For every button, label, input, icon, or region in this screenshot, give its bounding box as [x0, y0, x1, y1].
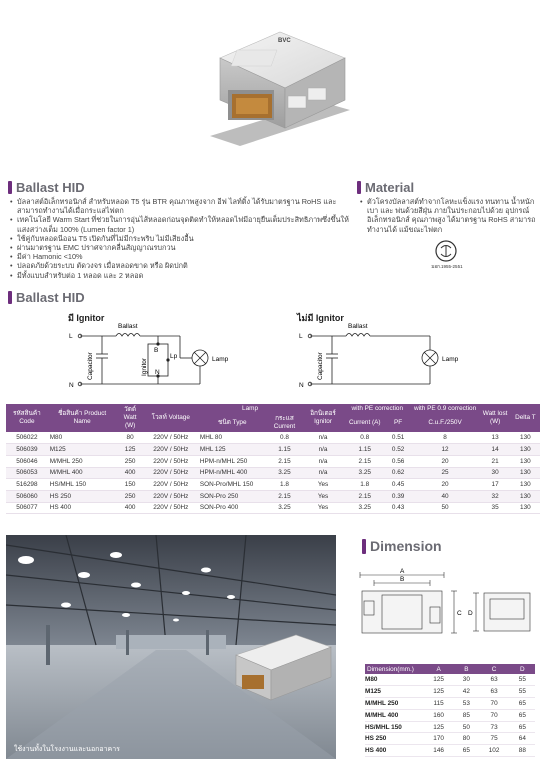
table-cell: 73 [478, 721, 509, 733]
table-cell: 32 [479, 490, 510, 502]
table-cell: HS 400 [365, 745, 423, 757]
table-cell: 220V / 50Hz [144, 467, 198, 479]
table-cell: 3.25 [344, 467, 386, 479]
table-cell: 14 [479, 444, 510, 456]
col-lamp-type: ชนิด Type [198, 414, 267, 432]
table-row [365, 698, 535, 710]
table-cell: 55 [510, 686, 535, 698]
table-cell: 125 [117, 444, 144, 456]
table-cell: 400 [117, 502, 144, 514]
table-cell: 65 [454, 745, 478, 757]
table-cell: 220V / 50Hz [144, 444, 198, 456]
brand-logo-text: BVC [278, 38, 291, 44]
table-cell: 220V / 50Hz [144, 490, 198, 502]
col-pe-pf: PF [386, 414, 411, 432]
lamp-label: Lamp [442, 356, 459, 363]
table-row [6, 455, 540, 467]
dimension-drawing [352, 563, 542, 659]
dim-col-d: D [510, 664, 535, 674]
table-cell: 220V / 50Hz [144, 432, 198, 444]
table-cell: 146 [423, 745, 454, 757]
table-cell: 35 [479, 502, 510, 514]
table-cell: 3.25 [344, 502, 386, 514]
table-cell: 0.8 [267, 432, 302, 444]
table-cell: n/a [302, 467, 344, 479]
table-cell: 0.52 [386, 444, 411, 456]
table-cell: 125 [423, 674, 454, 686]
col-watt: วัตต์ Watt (W) [117, 404, 144, 432]
ballast-feature: • ปลอดภัยด้วยระบบ ตัดวงจร เมื่อหลอดขาด หรือ ผิดปกติ [10, 261, 350, 270]
table-cell: Yes [302, 502, 344, 514]
table-cell: 506039 [6, 444, 48, 456]
ignitor-b-label: B [154, 347, 159, 354]
table-cell: M125 [365, 686, 423, 698]
table-cell: 160 [423, 709, 454, 721]
table-cell: 506053 [6, 467, 48, 479]
col-pe-current: Current (A) [344, 414, 386, 432]
table-cell: 63 [478, 674, 509, 686]
table-cell: 0.62 [386, 467, 411, 479]
table-cell: 130 [511, 490, 540, 502]
table-cell: 125 [423, 686, 454, 698]
table-cell: 220V / 50Hz [144, 479, 198, 491]
table-row [365, 674, 535, 686]
table-cell: 250 [117, 455, 144, 467]
table-cell: 0.43 [386, 502, 411, 514]
table-row [6, 479, 540, 491]
ballast-feature: • เทคโนโลยี Warm Start ที่ช่วยในการอุ่นไส้หลอดก่อนจุดติดทำให้หลอดไฟมีอายุยืนเต็มประสิทธิภาพซึ่งขึ้นให้แสงสว่างเต็ม 100% (Lumen factor 1) [10, 215, 350, 233]
table-cell: MHL 125 [198, 444, 267, 456]
line-label: L [69, 333, 73, 340]
ballast-feature: • ผ่านมาตรฐาน EMC ปราศจากคลื่นสัญญาณรบกวน [10, 243, 350, 252]
table-cell: 170 [423, 733, 454, 745]
table-cell: HS/MHL 150 [48, 479, 117, 491]
table-cell: HS/MHL 150 [365, 721, 423, 733]
table-cell: 115 [423, 698, 454, 710]
table-cell: 102 [478, 745, 509, 757]
table-cell: MHL 80 [198, 432, 267, 444]
table-cell: M/MHL 250 [48, 455, 117, 467]
table-cell: 0.45 [386, 479, 411, 491]
table-row [6, 502, 540, 514]
table-cell: 0.51 [386, 432, 411, 444]
table-cell: 20 [411, 455, 480, 467]
ballast-label: Ballast [348, 323, 368, 330]
table-cell: 88 [510, 745, 535, 757]
table-cell: 65 [510, 709, 535, 721]
table-cell: Yes [302, 479, 344, 491]
table-row [6, 467, 540, 479]
material-title: Material [365, 179, 415, 195]
table-cell: n/a [302, 432, 344, 444]
table-cell: 506060 [6, 490, 48, 502]
col-name: ชื่อสินค้า Product Name [48, 404, 117, 432]
col-code: รหัสสินค้า Code [6, 404, 48, 432]
circuit-with-ignitor [66, 322, 236, 394]
table-cell: 0.56 [386, 455, 411, 467]
without-ignitor-title: ไม่มี Ignitor [297, 313, 344, 323]
table-cell: 1.15 [344, 444, 386, 456]
ballast-hid-title: Ballast HID [16, 179, 85, 195]
table-cell: 80 [117, 432, 144, 444]
ignitor-n-label: N [155, 369, 160, 376]
table-cell: 130 [511, 455, 540, 467]
spec-table [6, 404, 540, 514]
table-cell: 40 [411, 490, 480, 502]
table-row [365, 709, 535, 721]
table-row [365, 721, 535, 733]
table-cell: M80 [365, 674, 423, 686]
dim-b-label: B [400, 576, 405, 583]
table-cell: M/MHL 250 [365, 698, 423, 710]
material-heading [357, 180, 414, 194]
table-cell: 130 [511, 432, 540, 444]
dim-c-label: C [457, 610, 462, 617]
table-cell: 2.15 [267, 455, 302, 467]
ignitor-lp-label: Lp [170, 353, 178, 360]
table-cell: 13 [479, 432, 510, 444]
dimension-table [365, 664, 535, 757]
dim-col-a: A [423, 664, 454, 674]
table-cell: 21 [479, 455, 510, 467]
table-cell: 8 [411, 432, 480, 444]
ballast-feature: • มีทั้งแบบสำหรับต่อ 1 หลอด และ 2 หลอด [10, 271, 350, 280]
dim-col-b: B [454, 664, 478, 674]
warehouse-photo [6, 535, 336, 759]
neutral-label: N [69, 382, 74, 389]
table-cell: 0.39 [386, 490, 411, 502]
table-cell: Yes [302, 490, 344, 502]
ballast-product-image [200, 28, 360, 168]
table-row [6, 444, 540, 456]
table-cell: 53 [454, 698, 478, 710]
table-cell: HS 400 [48, 502, 117, 514]
col-watt-lost: Watt lost (W) [479, 404, 510, 432]
table-cell: 400 [117, 467, 144, 479]
ballast-label: Ballast [118, 323, 138, 330]
table-cell: HS 250 [365, 733, 423, 745]
col-pe: with PE correction [344, 404, 411, 414]
table-row [6, 432, 540, 444]
material-feature: • ตัวโครงบัลลาสต์ทำจากโลหะแข็งแรง ทนทาน น้ำหนักเบา และ พ่นด้วยสีฝุ่น ภายในประกอบไปด้วย อุปกรณ์อิเล็กทรอนิกส์ คุณภาพสูง ได้มาตรฐาน RoHS สามารถทำงานได้ แม้ขณะไฟตก [360, 197, 540, 234]
tis-certification-icon [435, 240, 457, 262]
table-cell: 506077 [6, 502, 48, 514]
table-cell: M125 [48, 444, 117, 456]
table-cell: 1.8 [344, 479, 386, 491]
diagram-heading [8, 290, 85, 304]
table-cell: 30 [479, 467, 510, 479]
col-pe09: with PE 0.9 correction [411, 404, 480, 414]
table-cell: 25 [411, 467, 480, 479]
dim-a-label: A [400, 568, 405, 575]
table-cell: 130 [511, 444, 540, 456]
col-lamp: Lamp [198, 404, 302, 414]
table-cell: SON-Pro 400 [198, 502, 267, 514]
table-cell: M/MHL 400 [365, 709, 423, 721]
table-cell: 30 [454, 674, 478, 686]
table-row [365, 686, 535, 698]
table-row [6, 490, 540, 502]
tis-label: มอก.1955-2551 [431, 264, 463, 269]
diagram-title: Ballast HID [16, 289, 85, 305]
table-cell: 70 [478, 709, 509, 721]
dimension-title: Dimension [370, 538, 442, 554]
col-voltage: โวลท์ Voltage [144, 404, 198, 432]
table-cell: 65 [510, 721, 535, 733]
table-cell: 50 [454, 721, 478, 733]
table-cell: 63 [478, 686, 509, 698]
col-pe09-cap: C.u.F./250V [411, 414, 480, 432]
table-cell: 250 [117, 490, 144, 502]
table-cell: 85 [454, 709, 478, 721]
table-cell: HS 250 [48, 490, 117, 502]
table-cell: 125 [423, 721, 454, 733]
table-cell: M80 [48, 432, 117, 444]
warehouse-caption: ใช้งานทั้งในโรงงานและนอกอาคาร [14, 746, 120, 753]
table-cell: 20 [411, 479, 480, 491]
table-cell: 130 [511, 467, 540, 479]
circuit-without-ignitor [296, 322, 466, 394]
table-cell: 75 [478, 733, 509, 745]
table-cell: 3.25 [267, 467, 302, 479]
table-cell: 70 [478, 698, 509, 710]
table-cell: 12 [411, 444, 480, 456]
ballast-feature: • บัลลาสต์อิเล็กทรอนิกส์ สำหรับหลอด T5 รุ่น BTR คุณภาพสูงจาก อีฟ ไลท์ติ้ง ได้รับมาตรฐาน RoHS และ สามารถทำงานได้เมื่อกระแสไฟตก [10, 197, 350, 215]
table-cell: 1.8 [267, 479, 302, 491]
table-cell: n/a [302, 455, 344, 467]
table-cell: 516298 [6, 479, 48, 491]
col-lamp-current: กระแส Current [267, 414, 302, 432]
col-delta-t: Delta T [511, 404, 540, 432]
table-cell: n/a [302, 444, 344, 456]
with-ignitor-title: มี Ignitor [68, 313, 105, 323]
capacitor-label: Capacitor [317, 352, 324, 380]
table-cell: 220V / 50Hz [144, 455, 198, 467]
table-row [365, 733, 535, 745]
table-cell: 506022 [6, 432, 48, 444]
table-cell: 17 [479, 479, 510, 491]
material-list [360, 197, 540, 234]
table-cell: 80 [454, 733, 478, 745]
ignitor-label: Ignitor [141, 357, 148, 376]
table-cell: 50 [411, 502, 480, 514]
table-cell: 2.15 [344, 490, 386, 502]
table-cell: 3.25 [267, 502, 302, 514]
line-label: L [299, 333, 303, 340]
table-cell: 220V / 50Hz [144, 502, 198, 514]
capacitor-label: Capacitor [87, 352, 94, 380]
table-cell: 2.15 [267, 490, 302, 502]
table-cell: 0.8 [344, 432, 386, 444]
table-row [365, 745, 535, 757]
table-cell: 42 [454, 686, 478, 698]
dim-col-c: C [478, 664, 509, 674]
table-cell: 130 [511, 502, 540, 514]
table-cell: 64 [510, 733, 535, 745]
table-cell: M/MHL 400 [48, 467, 117, 479]
ballast-feature: • มีค่า Hamonic <10% [10, 252, 350, 261]
table-cell: SON-Pro/MHL 150 [198, 479, 267, 491]
col-ignitor: อิกนิเตอร์ Ignitor [302, 404, 344, 432]
dim-col-model: Dimension(mm.) [365, 664, 423, 674]
table-cell: HPM-n/MHL 400 [198, 467, 267, 479]
table-cell: 1.15 [267, 444, 302, 456]
table-cell: 130 [511, 479, 540, 491]
dim-d-label: D [468, 610, 473, 617]
neutral-label: N [299, 382, 304, 389]
lamp-label: Lamp [212, 356, 229, 363]
table-cell: 65 [510, 698, 535, 710]
table-cell: 2.15 [344, 455, 386, 467]
ballast-features-list [10, 197, 350, 280]
ballast-hid-heading [8, 180, 85, 194]
table-cell: 55 [510, 674, 535, 686]
table-cell: 150 [117, 479, 144, 491]
table-cell: HPM-n/MHL 250 [198, 455, 267, 467]
dimension-heading [362, 538, 442, 554]
table-cell: SON-Pro 250 [198, 490, 267, 502]
ballast-feature: • ใช้คู่กับหลอดนีออน T5 เปิดกันที่ไม่มีกระพริบ ไม่มีเสียงอื้น [10, 234, 350, 243]
table-cell: 506046 [6, 455, 48, 467]
